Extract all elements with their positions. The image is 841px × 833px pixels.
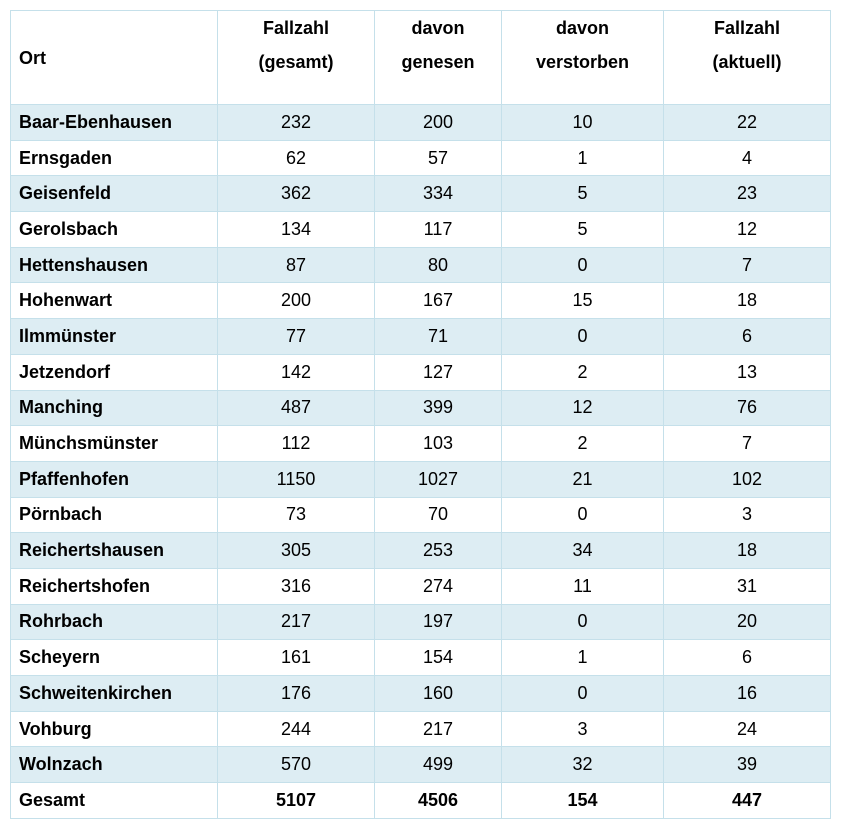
case-table (10, 10, 831, 819)
cell-fallzahl-aktuell: 7 (664, 426, 831, 462)
table-row (11, 533, 831, 569)
header-fallzahl-aktuell (664, 11, 831, 105)
cell-ort: Vohburg (11, 711, 218, 747)
cell-ort: Scheyern (11, 640, 218, 676)
header-line: genesen (401, 52, 475, 72)
table-row (11, 747, 831, 783)
cell-fallzahl-aktuell: 76 (664, 390, 831, 426)
cell-ort: Manching (11, 390, 218, 426)
header-davon-verstorben (502, 11, 664, 105)
cell-davon-verstorben: 5 (502, 212, 664, 248)
table-row (11, 711, 831, 747)
cell-davon-genesen: 399 (375, 390, 502, 426)
cell-fallzahl-gesamt: 134 (218, 212, 375, 248)
cell-davon-verstorben: 11 (502, 568, 664, 604)
total-fallzahl-gesamt: 5107 (218, 783, 375, 819)
table-body (11, 105, 831, 783)
cell-fallzahl-gesamt: 487 (218, 390, 375, 426)
cell-fallzahl-gesamt: 200 (218, 283, 375, 319)
cell-davon-verstorben: 1 (502, 640, 664, 676)
cell-ort: Gerolsbach (11, 212, 218, 248)
cell-fallzahl-gesamt: 1150 (218, 461, 375, 497)
cell-davon-genesen: 167 (375, 283, 502, 319)
cell-ort: Rohrbach (11, 604, 218, 640)
cell-davon-genesen: 499 (375, 747, 502, 783)
cell-davon-verstorben: 2 (502, 426, 664, 462)
total-row (11, 783, 831, 819)
cell-davon-genesen: 217 (375, 711, 502, 747)
cell-davon-genesen: 103 (375, 426, 502, 462)
cell-davon-verstorben: 0 (502, 676, 664, 712)
table-row (11, 497, 831, 533)
cell-fallzahl-gesamt: 62 (218, 140, 375, 176)
cell-davon-genesen: 274 (375, 568, 502, 604)
table-row (11, 568, 831, 604)
cell-davon-verstorben: 1 (502, 140, 664, 176)
cell-davon-verstorben: 0 (502, 319, 664, 355)
table-row (11, 212, 831, 248)
cell-davon-genesen: 80 (375, 247, 502, 283)
cell-davon-verstorben: 3 (502, 711, 664, 747)
table-row (11, 283, 831, 319)
cell-davon-genesen: 127 (375, 354, 502, 390)
cell-davon-verstorben: 34 (502, 533, 664, 569)
header-row (11, 11, 831, 105)
cell-ort: Wolnzach (11, 747, 218, 783)
cell-davon-genesen: 71 (375, 319, 502, 355)
cell-fallzahl-gesamt: 244 (218, 711, 375, 747)
cell-ort: Hettenshausen (11, 247, 218, 283)
cell-davon-genesen: 1027 (375, 461, 502, 497)
cell-fallzahl-aktuell: 7 (664, 247, 831, 283)
cell-ort: Reichertshausen (11, 533, 218, 569)
table-row (11, 319, 831, 355)
header-line: davon (411, 18, 465, 38)
cell-fallzahl-gesamt: 142 (218, 354, 375, 390)
cell-davon-genesen: 200 (375, 105, 502, 141)
cell-davon-genesen: 334 (375, 176, 502, 212)
cell-fallzahl-gesamt: 232 (218, 105, 375, 141)
cell-fallzahl-aktuell: 12 (664, 212, 831, 248)
cell-davon-verstorben: 0 (502, 604, 664, 640)
cell-ort: Ernsgaden (11, 140, 218, 176)
total-fallzahl-aktuell: 447 (664, 783, 831, 819)
cell-fallzahl-gesamt: 305 (218, 533, 375, 569)
cell-ort: Reichertshofen (11, 568, 218, 604)
cell-ort: Hohenwart (11, 283, 218, 319)
header-line: Fallzahl (713, 18, 780, 38)
total-davon-verstorben: 154 (502, 783, 664, 819)
cell-fallzahl-aktuell: 18 (664, 533, 831, 569)
cell-davon-verstorben: 10 (502, 105, 664, 141)
header-line: Fallzahl (262, 18, 329, 38)
cell-ort: Pörnbach (11, 497, 218, 533)
table-row (11, 390, 831, 426)
cell-fallzahl-gesamt: 570 (218, 747, 375, 783)
cell-ort: Ilmmünster (11, 319, 218, 355)
cell-fallzahl-gesamt: 176 (218, 676, 375, 712)
cell-fallzahl-aktuell: 24 (664, 711, 831, 747)
table-row (11, 604, 831, 640)
cell-fallzahl-gesamt: 316 (218, 568, 375, 604)
cell-davon-verstorben: 12 (502, 390, 664, 426)
cell-ort: Schweitenkirchen (11, 676, 218, 712)
table-row (11, 247, 831, 283)
cell-fallzahl-gesamt: 112 (218, 426, 375, 462)
cell-fallzahl-gesamt: 161 (218, 640, 375, 676)
cell-fallzahl-aktuell: 22 (664, 105, 831, 141)
table-row (11, 676, 831, 712)
table-row (11, 640, 831, 676)
cell-davon-verstorben: 15 (502, 283, 664, 319)
header-ort-label: Ort (19, 47, 46, 68)
table-row (11, 105, 831, 141)
header-line: davon (555, 18, 609, 38)
cell-davon-verstorben: 2 (502, 354, 664, 390)
cell-davon-genesen: 70 (375, 497, 502, 533)
header-line: (aktuell) (712, 52, 782, 72)
cell-fallzahl-aktuell: 13 (664, 354, 831, 390)
cell-davon-genesen: 160 (375, 676, 502, 712)
cell-fallzahl-aktuell: 3 (664, 497, 831, 533)
cell-ort: Pfaffenhofen (11, 461, 218, 497)
total-davon-genesen: 4506 (375, 783, 502, 819)
cell-fallzahl-gesamt: 217 (218, 604, 375, 640)
cell-ort: Jetzendorf (11, 354, 218, 390)
cell-ort: Baar-Ebenhausen (11, 105, 218, 141)
cell-fallzahl-gesamt: 73 (218, 497, 375, 533)
cell-fallzahl-gesamt: 362 (218, 176, 375, 212)
cell-davon-genesen: 117 (375, 212, 502, 248)
cell-fallzahl-aktuell: 102 (664, 461, 831, 497)
table-row (11, 461, 831, 497)
cell-fallzahl-aktuell: 4 (664, 140, 831, 176)
cell-davon-verstorben: 32 (502, 747, 664, 783)
cell-fallzahl-aktuell: 6 (664, 640, 831, 676)
header-line: (gesamt) (258, 52, 334, 72)
cell-ort: Geisenfeld (11, 176, 218, 212)
total-label: Gesamt (11, 783, 218, 819)
cell-fallzahl-gesamt: 77 (218, 319, 375, 355)
header-fallzahl-gesamt (218, 11, 375, 105)
header-line: verstorben (535, 52, 630, 72)
cell-davon-genesen: 154 (375, 640, 502, 676)
header-ort (11, 11, 218, 105)
cell-fallzahl-aktuell: 16 (664, 676, 831, 712)
cell-davon-verstorben: 5 (502, 176, 664, 212)
cell-fallzahl-aktuell: 23 (664, 176, 831, 212)
table-row (11, 176, 831, 212)
cell-fallzahl-aktuell: 31 (664, 568, 831, 604)
table-row (11, 426, 831, 462)
cell-davon-verstorben: 0 (502, 497, 664, 533)
cell-davon-genesen: 57 (375, 140, 502, 176)
cell-fallzahl-gesamt: 87 (218, 247, 375, 283)
cell-ort: Münchsmünster (11, 426, 218, 462)
cell-davon-verstorben: 21 (502, 461, 664, 497)
table-row (11, 354, 831, 390)
table-row (11, 140, 831, 176)
cell-fallzahl-aktuell: 20 (664, 604, 831, 640)
cell-davon-genesen: 253 (375, 533, 502, 569)
cell-fallzahl-aktuell: 39 (664, 747, 831, 783)
cell-davon-verstorben: 0 (502, 247, 664, 283)
header-davon-genesen (375, 11, 502, 105)
cell-davon-genesen: 197 (375, 604, 502, 640)
cell-fallzahl-aktuell: 18 (664, 283, 831, 319)
cell-fallzahl-aktuell: 6 (664, 319, 831, 355)
